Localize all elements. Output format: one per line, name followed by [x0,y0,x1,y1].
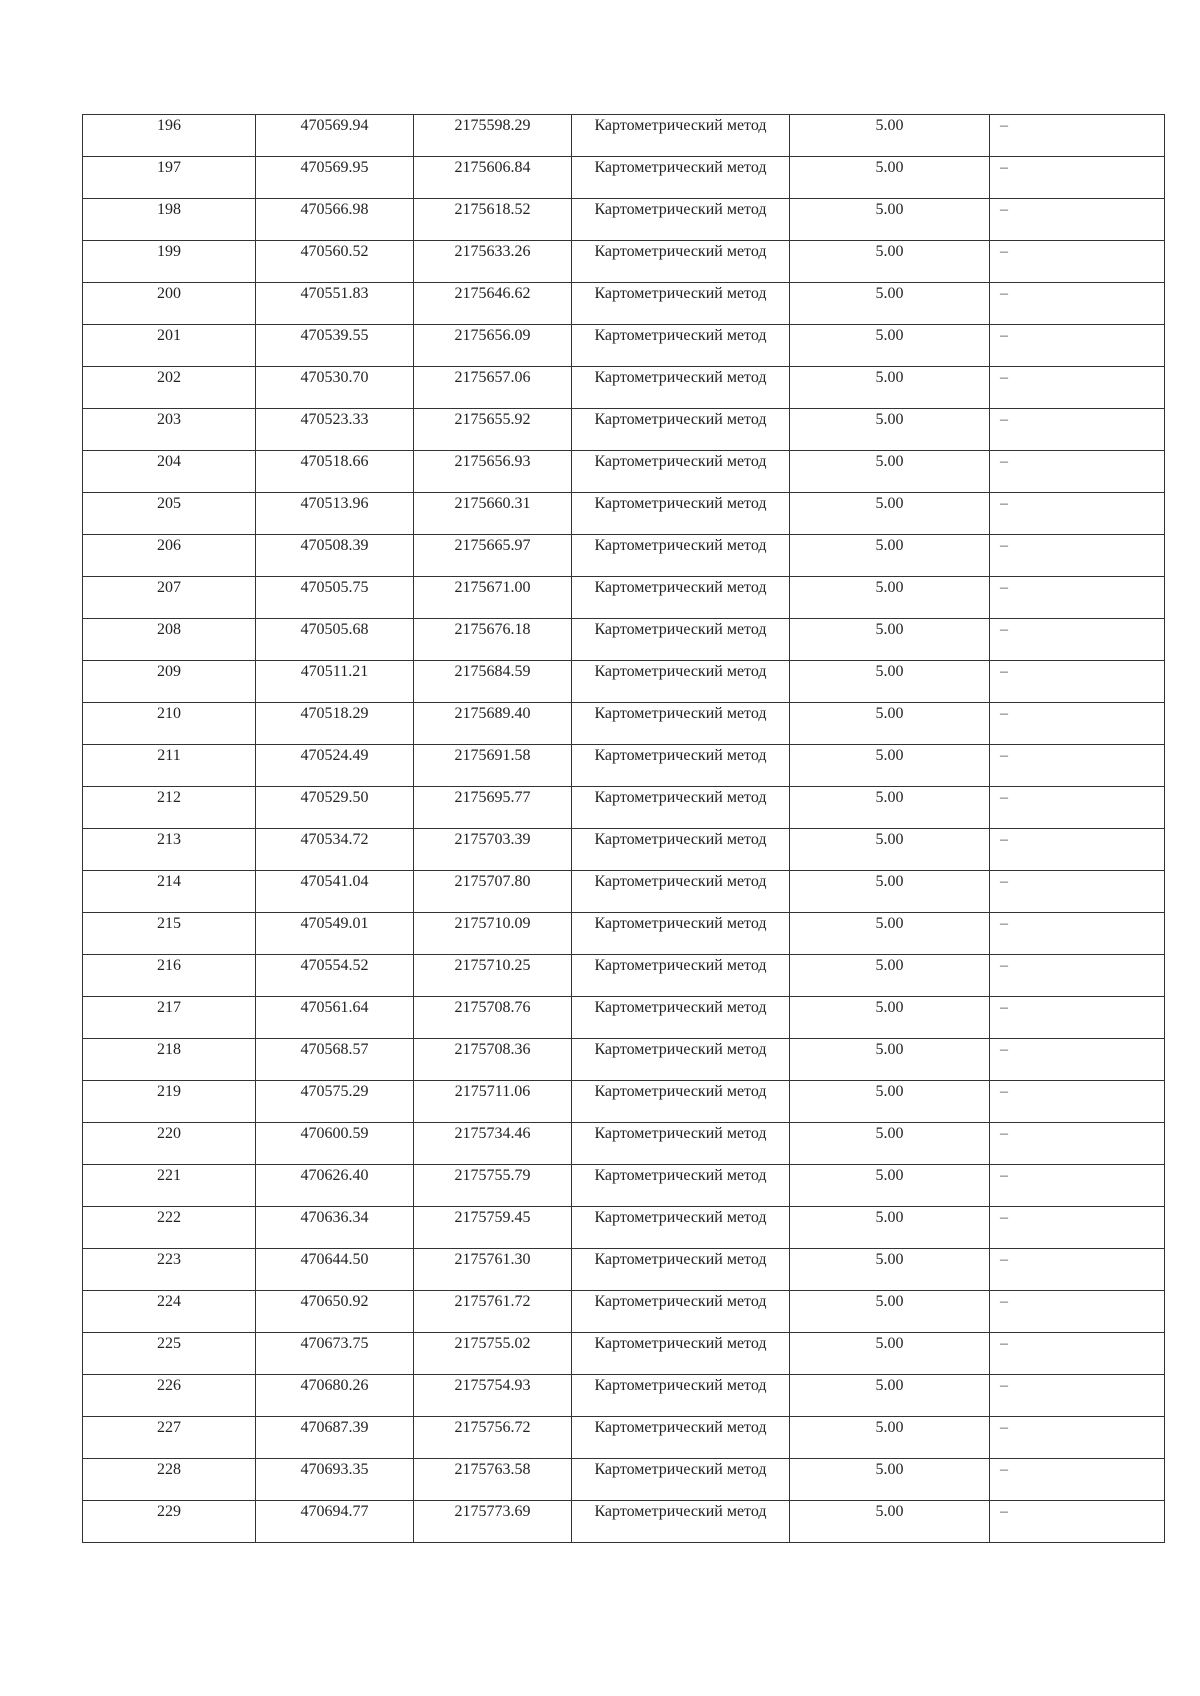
method-cell: Картометрический метод [572,1459,790,1501]
table-row [83,115,1165,157]
table-row [83,1333,1165,1375]
note-cell: – [990,115,1165,157]
note-cell: – [990,1123,1165,1165]
y-coordinate-cell: 2175671.00 [414,577,572,619]
method-cell: Картометрический метод [572,409,790,451]
point-number-cell: 220 [83,1123,256,1165]
table-row [83,997,1165,1039]
method-cell: Картометрический метод [572,283,790,325]
accuracy-cell: 5.00 [790,787,990,829]
point-number-cell: 210 [83,703,256,745]
point-number-cell: 223 [83,1249,256,1291]
accuracy-cell: 5.00 [790,325,990,367]
method-cell: Картометрический метод [572,1333,790,1375]
note-cell: – [990,157,1165,199]
table-row [83,787,1165,829]
table-row [83,1249,1165,1291]
point-number-cell: 215 [83,913,256,955]
table-row [83,1165,1165,1207]
method-cell: Картометрический метод [572,1039,790,1081]
point-number-cell: 218 [83,1039,256,1081]
method-cell: Картометрический метод [572,745,790,787]
method-cell: Картометрический метод [572,1249,790,1291]
accuracy-cell: 5.00 [790,1123,990,1165]
x-coordinate-cell: 470505.75 [256,577,414,619]
table-row [83,913,1165,955]
point-number-cell: 201 [83,325,256,367]
y-coordinate-cell: 2175655.92 [414,409,572,451]
method-cell: Картометрический метод [572,1165,790,1207]
x-coordinate-cell: 470644.50 [256,1249,414,1291]
accuracy-cell: 5.00 [790,1501,990,1543]
note-cell: – [990,1249,1165,1291]
x-coordinate-cell: 470680.26 [256,1375,414,1417]
y-coordinate-cell: 2175761.72 [414,1291,572,1333]
point-number-cell: 228 [83,1459,256,1501]
table-row [83,409,1165,451]
x-coordinate-cell: 470693.35 [256,1459,414,1501]
method-cell: Картометрический метод [572,493,790,535]
accuracy-cell: 5.00 [790,367,990,409]
table-row [83,367,1165,409]
x-coordinate-cell: 470523.33 [256,409,414,451]
note-cell: – [990,829,1165,871]
y-coordinate-cell: 2175708.76 [414,997,572,1039]
accuracy-cell: 5.00 [790,157,990,199]
point-number-cell: 222 [83,1207,256,1249]
accuracy-cell: 5.00 [790,1333,990,1375]
note-cell: – [990,619,1165,661]
note-cell: – [990,577,1165,619]
x-coordinate-cell: 470560.52 [256,241,414,283]
accuracy-cell: 5.00 [790,115,990,157]
note-cell: – [990,787,1165,829]
point-number-cell: 224 [83,1291,256,1333]
accuracy-cell: 5.00 [790,283,990,325]
point-number-cell: 213 [83,829,256,871]
point-number-cell: 209 [83,661,256,703]
method-cell: Картометрический метод [572,1081,790,1123]
note-cell: – [990,871,1165,913]
x-coordinate-cell: 470534.72 [256,829,414,871]
method-cell: Картометрический метод [572,1501,790,1543]
x-coordinate-cell: 470673.75 [256,1333,414,1375]
x-coordinate-cell: 470513.96 [256,493,414,535]
accuracy-cell: 5.00 [790,1417,990,1459]
method-cell: Картометрический метод [572,1123,790,1165]
y-coordinate-cell: 2175707.80 [414,871,572,913]
table-row [83,1417,1165,1459]
method-cell: Картометрический метод [572,451,790,493]
x-coordinate-cell: 470551.83 [256,283,414,325]
x-coordinate-cell: 470554.52 [256,955,414,997]
x-coordinate-cell: 470530.70 [256,367,414,409]
x-coordinate-cell: 470569.95 [256,157,414,199]
accuracy-cell: 5.00 [790,829,990,871]
accuracy-cell: 5.00 [790,997,990,1039]
x-coordinate-cell: 470561.64 [256,997,414,1039]
x-coordinate-cell: 470539.55 [256,325,414,367]
table-row [83,157,1165,199]
accuracy-cell: 5.00 [790,871,990,913]
note-cell: – [990,913,1165,955]
method-cell: Картометрический метод [572,241,790,283]
x-coordinate-cell: 470568.57 [256,1039,414,1081]
method-cell: Картометрический метод [572,199,790,241]
y-coordinate-cell: 2175755.79 [414,1165,572,1207]
accuracy-cell: 5.00 [790,535,990,577]
method-cell: Картометрический метод [572,955,790,997]
method-cell: Картометрический метод [572,157,790,199]
point-number-cell: 225 [83,1333,256,1375]
method-cell: Картометрический метод [572,325,790,367]
y-coordinate-cell: 2175734.46 [414,1123,572,1165]
method-cell: Картометрический метод [572,913,790,955]
accuracy-cell: 5.00 [790,1459,990,1501]
x-coordinate-cell: 470575.29 [256,1081,414,1123]
table-row [83,325,1165,367]
point-number-cell: 212 [83,787,256,829]
note-cell: – [990,1375,1165,1417]
y-coordinate-cell: 2175763.58 [414,1459,572,1501]
note-cell: – [990,283,1165,325]
table-row [83,493,1165,535]
method-cell: Картометрический метод [572,1375,790,1417]
note-cell: – [990,661,1165,703]
method-cell: Картометрический метод [572,1417,790,1459]
y-coordinate-cell: 2175754.93 [414,1375,572,1417]
table-row [83,451,1165,493]
point-number-cell: 229 [83,1501,256,1543]
accuracy-cell: 5.00 [790,661,990,703]
accuracy-cell: 5.00 [790,1207,990,1249]
table-row [83,1501,1165,1543]
note-cell: – [990,199,1165,241]
coordinates-table-body [83,115,1165,1543]
x-coordinate-cell: 470626.40 [256,1165,414,1207]
table-row [83,745,1165,787]
note-cell: – [990,1165,1165,1207]
y-coordinate-cell: 2175708.36 [414,1039,572,1081]
y-coordinate-cell: 2175684.59 [414,661,572,703]
note-cell: – [990,367,1165,409]
point-number-cell: 216 [83,955,256,997]
table-row [83,1123,1165,1165]
accuracy-cell: 5.00 [790,619,990,661]
accuracy-cell: 5.00 [790,409,990,451]
point-number-cell: 207 [83,577,256,619]
coordinates-table [82,114,1165,1543]
note-cell: – [990,1459,1165,1501]
y-coordinate-cell: 2175710.25 [414,955,572,997]
table-row [83,535,1165,577]
table-row [83,619,1165,661]
y-coordinate-cell: 2175657.06 [414,367,572,409]
accuracy-cell: 5.00 [790,1039,990,1081]
y-coordinate-cell: 2175691.58 [414,745,572,787]
table-row [83,661,1165,703]
y-coordinate-cell: 2175773.69 [414,1501,572,1543]
method-cell: Картометрический метод [572,997,790,1039]
y-coordinate-cell: 2175598.29 [414,115,572,157]
y-coordinate-cell: 2175606.84 [414,157,572,199]
accuracy-cell: 5.00 [790,1291,990,1333]
y-coordinate-cell: 2175646.62 [414,283,572,325]
y-coordinate-cell: 2175759.45 [414,1207,572,1249]
x-coordinate-cell: 470529.50 [256,787,414,829]
accuracy-cell: 5.00 [790,199,990,241]
accuracy-cell: 5.00 [790,493,990,535]
point-number-cell: 204 [83,451,256,493]
point-number-cell: 198 [83,199,256,241]
table-row [83,577,1165,619]
point-number-cell: 226 [83,1375,256,1417]
x-coordinate-cell: 470541.04 [256,871,414,913]
point-number-cell: 211 [83,745,256,787]
note-cell: – [990,1291,1165,1333]
accuracy-cell: 5.00 [790,241,990,283]
x-coordinate-cell: 470636.34 [256,1207,414,1249]
x-coordinate-cell: 470694.77 [256,1501,414,1543]
x-coordinate-cell: 470569.94 [256,115,414,157]
note-cell: – [990,1333,1165,1375]
table-row [83,1459,1165,1501]
y-coordinate-cell: 2175761.30 [414,1249,572,1291]
table-row [83,829,1165,871]
table-row [83,283,1165,325]
note-cell: – [990,451,1165,493]
note-cell: – [990,535,1165,577]
point-number-cell: 200 [83,283,256,325]
y-coordinate-cell: 2175710.09 [414,913,572,955]
table-row [83,1375,1165,1417]
point-number-cell: 206 [83,535,256,577]
y-coordinate-cell: 2175695.77 [414,787,572,829]
note-cell: – [990,493,1165,535]
accuracy-cell: 5.00 [790,451,990,493]
accuracy-cell: 5.00 [790,955,990,997]
x-coordinate-cell: 470650.92 [256,1291,414,1333]
accuracy-cell: 5.00 [790,1081,990,1123]
accuracy-cell: 5.00 [790,745,990,787]
y-coordinate-cell: 2175676.18 [414,619,572,661]
table-row [83,1207,1165,1249]
accuracy-cell: 5.00 [790,913,990,955]
point-number-cell: 197 [83,157,256,199]
y-coordinate-cell: 2175755.02 [414,1333,572,1375]
note-cell: – [990,703,1165,745]
table-row [83,955,1165,997]
point-number-cell: 217 [83,997,256,1039]
accuracy-cell: 5.00 [790,1249,990,1291]
x-coordinate-cell: 470524.49 [256,745,414,787]
x-coordinate-cell: 470687.39 [256,1417,414,1459]
point-number-cell: 203 [83,409,256,451]
point-number-cell: 221 [83,1165,256,1207]
x-coordinate-cell: 470508.39 [256,535,414,577]
note-cell: – [990,1501,1165,1543]
point-number-cell: 219 [83,1081,256,1123]
table-row [83,1291,1165,1333]
x-coordinate-cell: 470518.29 [256,703,414,745]
method-cell: Картометрический метод [572,871,790,913]
y-coordinate-cell: 2175656.09 [414,325,572,367]
point-number-cell: 199 [83,241,256,283]
point-number-cell: 227 [83,1417,256,1459]
note-cell: – [990,241,1165,283]
note-cell: – [990,325,1165,367]
method-cell: Картометрический метод [572,577,790,619]
x-coordinate-cell: 470566.98 [256,199,414,241]
y-coordinate-cell: 2175660.31 [414,493,572,535]
table-row [83,703,1165,745]
note-cell: – [990,955,1165,997]
note-cell: – [990,1207,1165,1249]
method-cell: Картометрический метод [572,1291,790,1333]
point-number-cell: 202 [83,367,256,409]
table-row [83,199,1165,241]
y-coordinate-cell: 2175665.97 [414,535,572,577]
x-coordinate-cell: 470511.21 [256,661,414,703]
method-cell: Картометрический метод [572,703,790,745]
method-cell: Картометрический метод [572,829,790,871]
y-coordinate-cell: 2175689.40 [414,703,572,745]
note-cell: – [990,1417,1165,1459]
table-row [83,1081,1165,1123]
method-cell: Картометрический метод [572,115,790,157]
method-cell: Картометрический метод [572,367,790,409]
x-coordinate-cell: 470600.59 [256,1123,414,1165]
method-cell: Картометрический метод [572,661,790,703]
x-coordinate-cell: 470505.68 [256,619,414,661]
accuracy-cell: 5.00 [790,703,990,745]
note-cell: – [990,745,1165,787]
point-number-cell: 205 [83,493,256,535]
y-coordinate-cell: 2175703.39 [414,829,572,871]
x-coordinate-cell: 470549.01 [256,913,414,955]
method-cell: Картометрический метод [572,787,790,829]
table-row [83,241,1165,283]
note-cell: – [990,409,1165,451]
y-coordinate-cell: 2175633.26 [414,241,572,283]
accuracy-cell: 5.00 [790,1165,990,1207]
y-coordinate-cell: 2175756.72 [414,1417,572,1459]
accuracy-cell: 5.00 [790,1375,990,1417]
method-cell: Картометрический метод [572,619,790,661]
method-cell: Картометрический метод [572,535,790,577]
note-cell: – [990,997,1165,1039]
point-number-cell: 196 [83,115,256,157]
note-cell: – [990,1039,1165,1081]
x-coordinate-cell: 470518.66 [256,451,414,493]
accuracy-cell: 5.00 [790,577,990,619]
y-coordinate-cell: 2175656.93 [414,451,572,493]
y-coordinate-cell: 2175711.06 [414,1081,572,1123]
method-cell: Картометрический метод [572,1207,790,1249]
note-cell: – [990,1081,1165,1123]
table-row [83,1039,1165,1081]
table-row [83,871,1165,913]
point-number-cell: 214 [83,871,256,913]
point-number-cell: 208 [83,619,256,661]
y-coordinate-cell: 2175618.52 [414,199,572,241]
